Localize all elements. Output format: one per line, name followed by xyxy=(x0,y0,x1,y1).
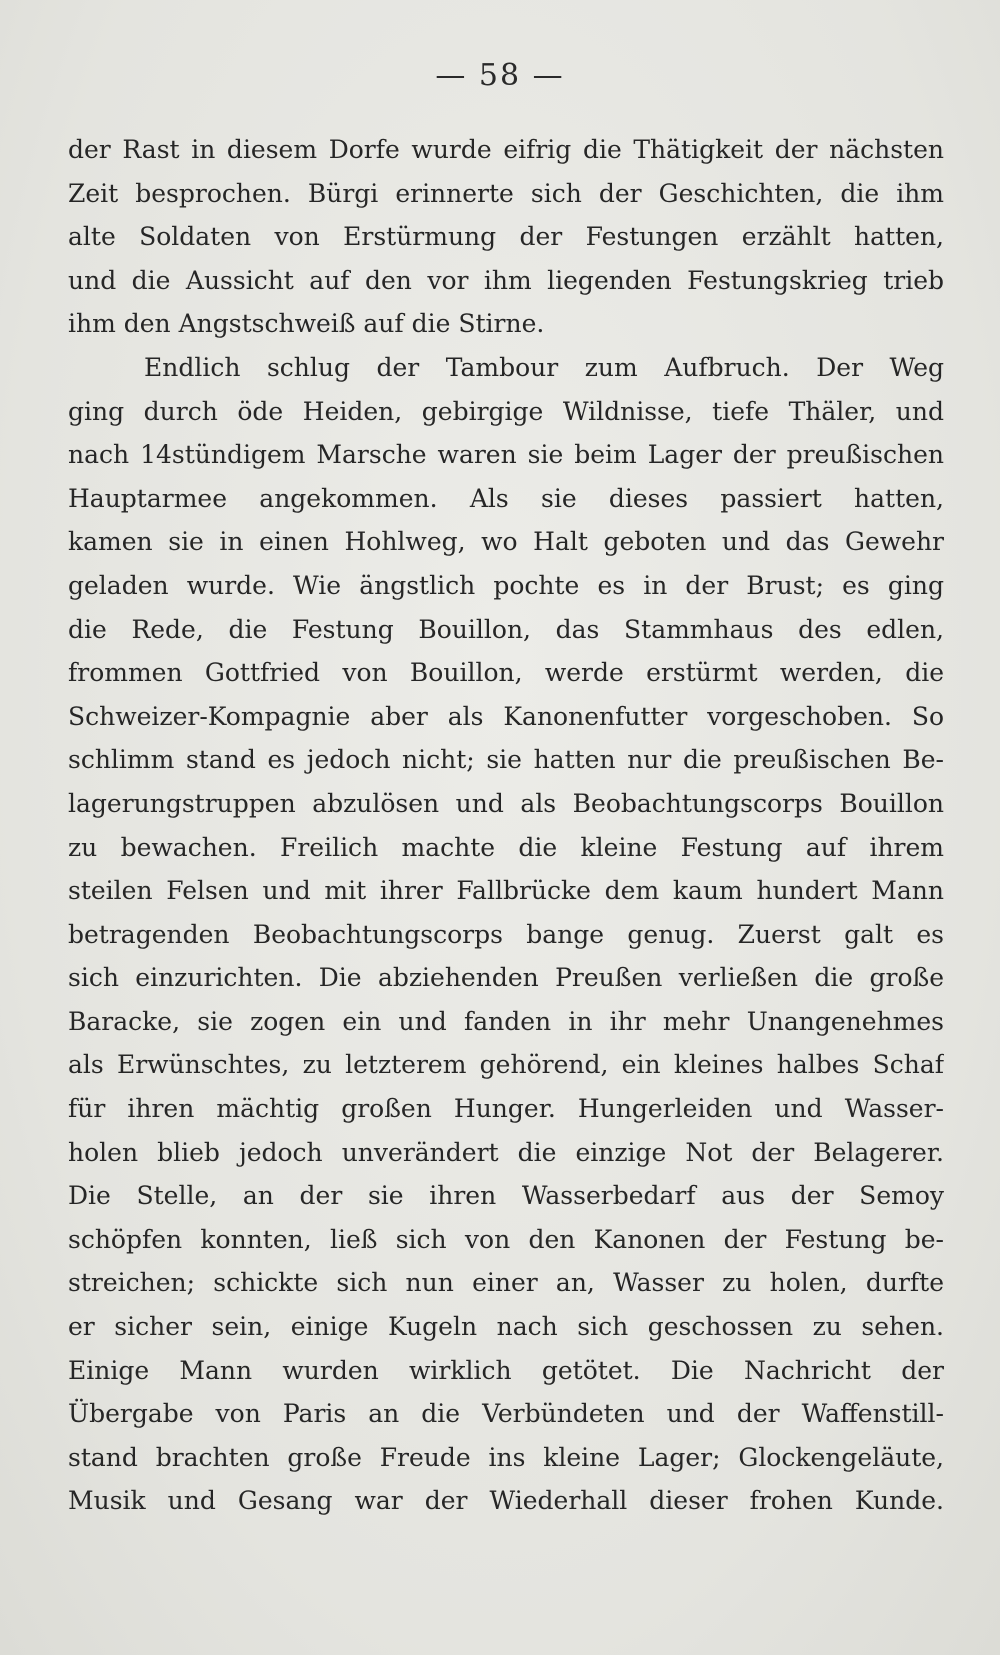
text-line: Baracke, sie zogen ein und fanden in ihr mehr Unangenehmes xyxy=(68,1006,944,1036)
text-line: Die Stelle, an der sie ihren Wasserbedarf aus der Semoy xyxy=(68,1181,944,1211)
page-number: — 58 — xyxy=(435,58,565,93)
text-line: holen blieb jedoch unverändert die einzige Not der Belagerer. xyxy=(68,1137,944,1167)
text-line: schlimm stand es jedoch nicht; sie hatten nur die preußischen Be- xyxy=(68,745,944,775)
text-line: Einige Mann wurden wirklich getötet. Die Nachricht der xyxy=(68,1355,944,1385)
text-line: frommen Gottfried von Bouillon, werde erstürmt werden, die xyxy=(68,658,944,688)
text-line: und die Aussicht auf den vor ihm liegenden Festungskrieg trieb xyxy=(68,265,944,295)
text-line: nach 14stündigem Marsche waren sie beim Lager der preußischen xyxy=(68,440,944,470)
text-line: ihm den Angstschweiß auf die Stirne. xyxy=(68,309,545,339)
text-line: der Rast in diesem Dorfe wurde eifrig die Thätigkeit der nächsten xyxy=(68,135,944,164)
text-line: geladen wurde. Wie ängstlich pochte es in der Brust; es ging xyxy=(68,570,944,600)
text-line: für ihren mächtig großen Hunger. Hungerleiden und Wasser- xyxy=(68,1094,944,1124)
paragraph xyxy=(68,128,944,346)
text-line: Zeit besprochen. Bürgi erinnerte sich der Geschichten, die ihm xyxy=(68,178,944,208)
text-line: er sicher sein, einige Kugeln nach sich geschossen zu sehen. xyxy=(68,1312,944,1342)
text-line: die Rede, die Festung Bouillon, das Stammhaus des edlen, xyxy=(68,614,944,644)
text-line: betragenden Beobachtungscorps bange genug. Zuerst galt es xyxy=(68,919,944,949)
text-line: Schweizer-Kompagnie aber als Kanonenfutter vorgeschoben. So xyxy=(68,701,944,731)
text-line: ging durch öde Heiden, gebirgige Wildnisse, tiefe Thäler, und xyxy=(68,396,944,426)
body-text xyxy=(68,128,944,1523)
text-line: Übergabe von Paris an die Verbündeten und der Waffenstill- xyxy=(68,1399,944,1429)
text-line: Endlich schlug der Tambour zum Aufbruch. Der Weg xyxy=(144,352,944,382)
text-line: kamen sie in einen Hohlweg, wo Halt geboten und das Gewehr xyxy=(68,527,944,557)
text-line: sich einzurichten. Die abziehenden Preußen verließen die große xyxy=(68,963,944,993)
text-line: lagerungstruppen abzulösen und als Beobachtungscorps Bouillon xyxy=(68,788,944,818)
text-line: zu bewachen. Freilich machte die kleine Festung auf ihrem xyxy=(68,832,944,862)
text-line: Musik und Gesang war der Wiederhall dieser frohen Kunde. xyxy=(68,1486,944,1516)
paragraph xyxy=(68,346,944,1523)
text-line: stand brachten große Freude ins kleine Lager; Glockengeläute, xyxy=(68,1442,944,1472)
text-line: alte Soldaten von Erstürmung der Festungen erzählt hatten, xyxy=(68,222,944,252)
text-line: steilen Felsen und mit ihrer Fallbrücke dem kaum hundert Mann xyxy=(68,876,944,906)
text-line: streichen; schickte sich nun einer an, Wasser zu holen, durfte xyxy=(68,1268,944,1298)
text-line: als Erwünschtes, zu letzterem gehörend, ein kleines halbes Schaf xyxy=(68,1050,944,1080)
text-line: Hauptarmee angekommen. Als sie dieses passiert hatten, xyxy=(68,483,944,513)
text-line: schöpfen konnten, ließ sich von den Kanonen der Festung be- xyxy=(68,1224,944,1254)
